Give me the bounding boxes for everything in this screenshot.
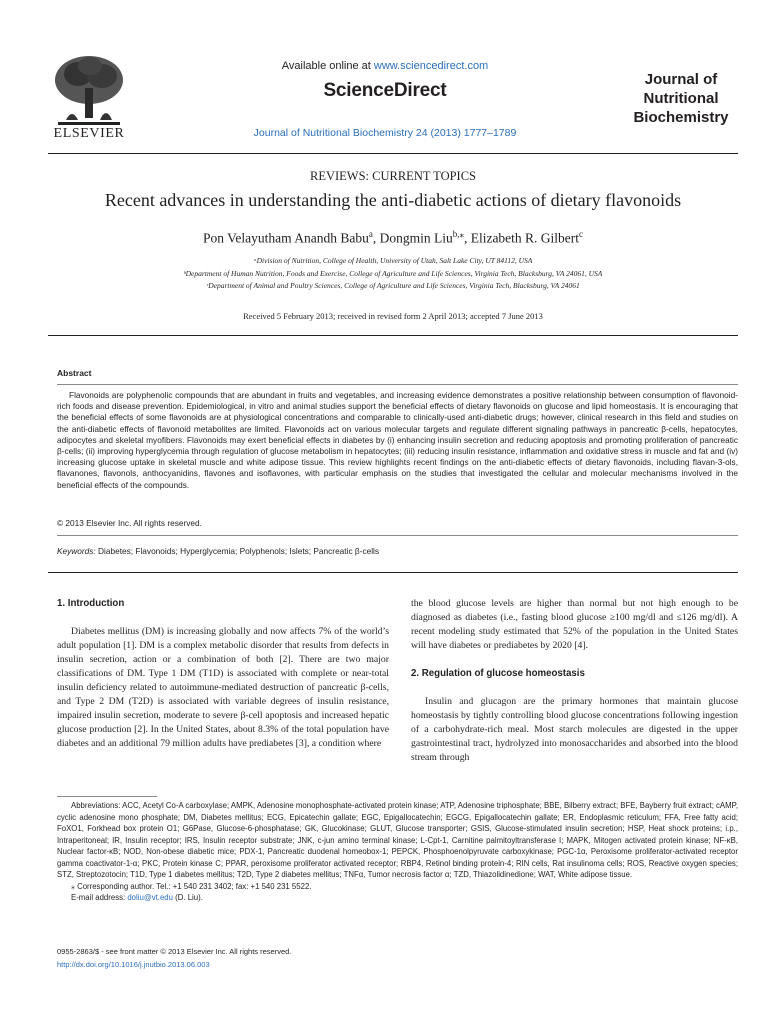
- author-name: Elizabeth R. Gilbert: [470, 230, 580, 246]
- divider: [57, 535, 738, 536]
- journal-logo: [625, 70, 737, 127]
- affiliation: ᵇDepartment of Human Nutrition, Foods and Exercise, College of Agriculture and Life Sciences, Virginia Tech, Blacksburg, VA 24061, USA: [183, 269, 603, 278]
- affiliation-mark: c: [579, 229, 584, 239]
- author-name: Dongmin Liu: [379, 230, 453, 246]
- author-name: Pon Velayutham Anandh Babu: [202, 230, 369, 246]
- journal-citation[interactable]: Journal of Nutritional Biochemistry 24 (2013) 1777–1789: [253, 127, 517, 139]
- affiliation-mark: a: [368, 229, 373, 239]
- section-heading: 2. Regulation of glucose homeostasis: [411, 668, 585, 679]
- body-paragraph: Insulin and glucagon are the primary hormones that maintain glucose homeostasis by tightly controlling blood glucose concentrations following ingestion of a carbohydrate-rich meal. Most starch molecules are digested in the upper gastrointestinal tract, hydrolyzed into monosaccharides and absorbed into the blood stream through: [411, 696, 738, 763]
- divider: [48, 335, 738, 336]
- abbreviations-footnote: Abbreviations: ACC, Acetyl Co-A carboxylase; AMPK, Adenosine monophosphate-activated protein kinase; ATP, Adenosine triphosphate; BBE, Bilberry extract; BFE, Bayberry fruit extract; cAMP, cyclic adenosine mono phosphate; DM, Diabetes mellitus; ECG, Epicatechin gallate; EGC, Epigallocatechin; EGCG, Epigallocatechin gallate; ER, Endoplasmic reticulum; FFA, Free fatty acid; FoXO1, Forkhead box protein O1; G6Pase, Glucose-6-phosphatase; GK, Glucokinase; GLUT, Glucose transporter; GSIS, Glucose-stimulated insulin secretion; HSP, Heat shock proteins; i.p., Intraperitoneal; IR, Insulin receptor; IRS, Insulin receptor substrate; JNK, c-jun amino terminal kinase; L-Cpt-1, Carnitine palmitoyltransferase I; MAPK, Mitogen activated protein kinase; NF-κB, Nuclear factor-κB; NOD, Non-obese diabetic mice; PDX-1, Pancreatic duodenal homeobox-1; PEPCK, Phosphoenolpyruvate carboxykinase; PGC-1α, Peroxisome proliferator-activated receptor gamma coactivator-1-α; PKC, Protein kinase C; PPAR, peroxisome proliferator activated receptor; RBP4, Retinol binding protein-4; RIN cells, Rat insulinoma cells; ROS, Reactive oxygen species; STZ, Streptozotocin; T1D, Type 1 diabetes mellitus; T2D, Type 2 diabetes mellitus; TNFα, Tumor necrosis factor α; TZD, Thiazolidinedione; WAT, White adipose tissue.: [57, 801, 738, 879]
- journal-logo-line: Biochemistry: [633, 109, 729, 126]
- sciencedirect-url-link[interactable]: www.sciencedirect.com: [373, 60, 489, 72]
- body-paragraph: the blood glucose levels are higher than normal but not high enough to be diagnosed as diabetes (i.e., fasting blood glucose ≥100 mg/dl and ≤126 mg/dl). A recent modeling study estimated that 52% of the population in the United States will have diabetes or prediabetes by 2020 [4].: [411, 598, 738, 651]
- issn-line: 0955-2863/$ - see front matter © 2013 Elsevier Inc. All rights reserved.: [57, 947, 292, 956]
- footnotes: [57, 800, 738, 904]
- author-separator: ,: [372, 230, 380, 246]
- body-column-left: [57, 597, 389, 751]
- keywords-list: Diabetes; Flavonoids; Hyperglycemia; Polyphenols; Islets; Pancreatic β-cells: [95, 546, 380, 556]
- journal-logo-line: Nutritional: [643, 90, 719, 107]
- footnote-divider: [57, 796, 157, 797]
- abstract-text: Flavonoids are polyphenolic compounds that are abundant in fruits and vegetables, and increasing evidence demonstrates a positive relationship between consumption of flavonoid-rich foods and disease prevention. Epidemiological, in vitro and animal studies support the beneficial effects of dietary flavonoids on glucose and lipid homeostasis. It is encouraging that the beneficial effects of some flavonoids are at physiological concentrations and comparable to clinically-used anti-diabetic drugs; however, clinical research in this field and studies on the anti-diabetic effects of flavonoid metabolites are limited. Flavonoids act on various molecular targets and regulate different signaling pathways in pancreatic β-cells, hepatocytes, adipocytes and skeletal myofibers. Flavonoids may exert beneficial effects in diabetes by (i) enhancing insulin secretion and reducing apoptosis and promoting proliferation of pancreatic β-cells; (ii) improving hyperglycemia through regulation of glucose metabolism in hepatocytes; (iii) reducing insulin resistance, inflammation and oxidative stress in muscle and fat and (iv) increasing glucose uptake in skeletal muscle and white adipose tissue. This review highlights recent findings on the anti-diabetic effects of dietary flavonoids, including flavan-3-ols, flavanones, flavonols, anthocyanidins, flavones and isoflavones, with particular emphasis on the studies that investigated the cellular and molecular mechanisms involved in the beneficial effects of the compounds.: [57, 390, 738, 490]
- article-title: Recent advances in understanding the anti-diabetic actions of dietary flavonoids: [104, 190, 682, 210]
- affiliation: ᶜDepartment of Animal and Poultry Sciences, College of Agriculture and Life Sciences, Virginia Tech, Blacksburg, VA 24061: [206, 281, 580, 290]
- divider: [48, 153, 738, 154]
- section-heading: 1. Introduction: [57, 598, 125, 609]
- body-column-right: [411, 597, 738, 765]
- journal-logo-line: Journal of: [644, 71, 718, 88]
- corresponding-author-footnote: ⁎ Corresponding author. Tel.: +1 540 231 3402; fax: +1 540 231 5522.: [71, 881, 312, 891]
- email-link[interactable]: doliu@vt.edu: [127, 893, 173, 902]
- keywords-label: Keywords:: [57, 546, 96, 556]
- abstract-heading: Abstract: [57, 368, 92, 378]
- keywords: [57, 546, 738, 556]
- affiliation-mark: b,⁎: [452, 229, 464, 239]
- author-separator: ,: [463, 230, 471, 246]
- abstract-copyright: © 2013 Elsevier Inc. All rights reserved.: [57, 518, 202, 528]
- received-dates: Received 5 February 2013; received in revised form 2 April 2013; accepted 7 June 2013: [243, 311, 543, 321]
- section-label: REVIEWS: CURRENT TOPICS: [310, 169, 476, 183]
- divider: [48, 572, 738, 573]
- abstract-body: [57, 390, 738, 491]
- publisher-name: ELSEVIER: [53, 126, 125, 141]
- elsevier-tree-emblem-icon: [48, 50, 130, 128]
- email-footnote: [57, 892, 738, 904]
- doi-link[interactable]: http://dx.doi.org/10.1016/j.jnutbio.2013.06.003: [57, 960, 210, 969]
- email-suffix: (D. Liu).: [172, 893, 203, 902]
- email-label: E-mail address:: [71, 893, 128, 902]
- available-online-notice: [160, 60, 610, 72]
- available-online-prefix: Available online at: [281, 60, 374, 72]
- divider: [57, 384, 738, 385]
- sciencedirect-brand: ScienceDirect: [323, 80, 447, 101]
- affiliation: ᵃDivision of Nutrition, College of Health, University of Utah, Salt Lake City, UT 84112, USA: [253, 256, 533, 265]
- body-paragraph: Diabetes mellitus (DM) is increasing globally and now affects 7% of the world’s adult population [1]. DM is a complex metabolic disorder that results from defects in insulin secretion, action or a combination of both [2]. There are two major classifications of DM. Type 1 DM (T1D) is associated with complete or near-total insulin deficiency related to autoimmune-mediated destruction of pancreatic β-cells, and Type 2 DM (T2D) is associated with variable degrees of insulin resistance, impaired insulin secretion, moderate to severe β-cell apoptosis and increased hepatic glucose production [2]. In the United States, about 8.3% of the total population have diabetes and an additional 79 million adults have prediabetes [3], a condition where: [57, 626, 389, 749]
- author-list: [48, 229, 738, 247]
